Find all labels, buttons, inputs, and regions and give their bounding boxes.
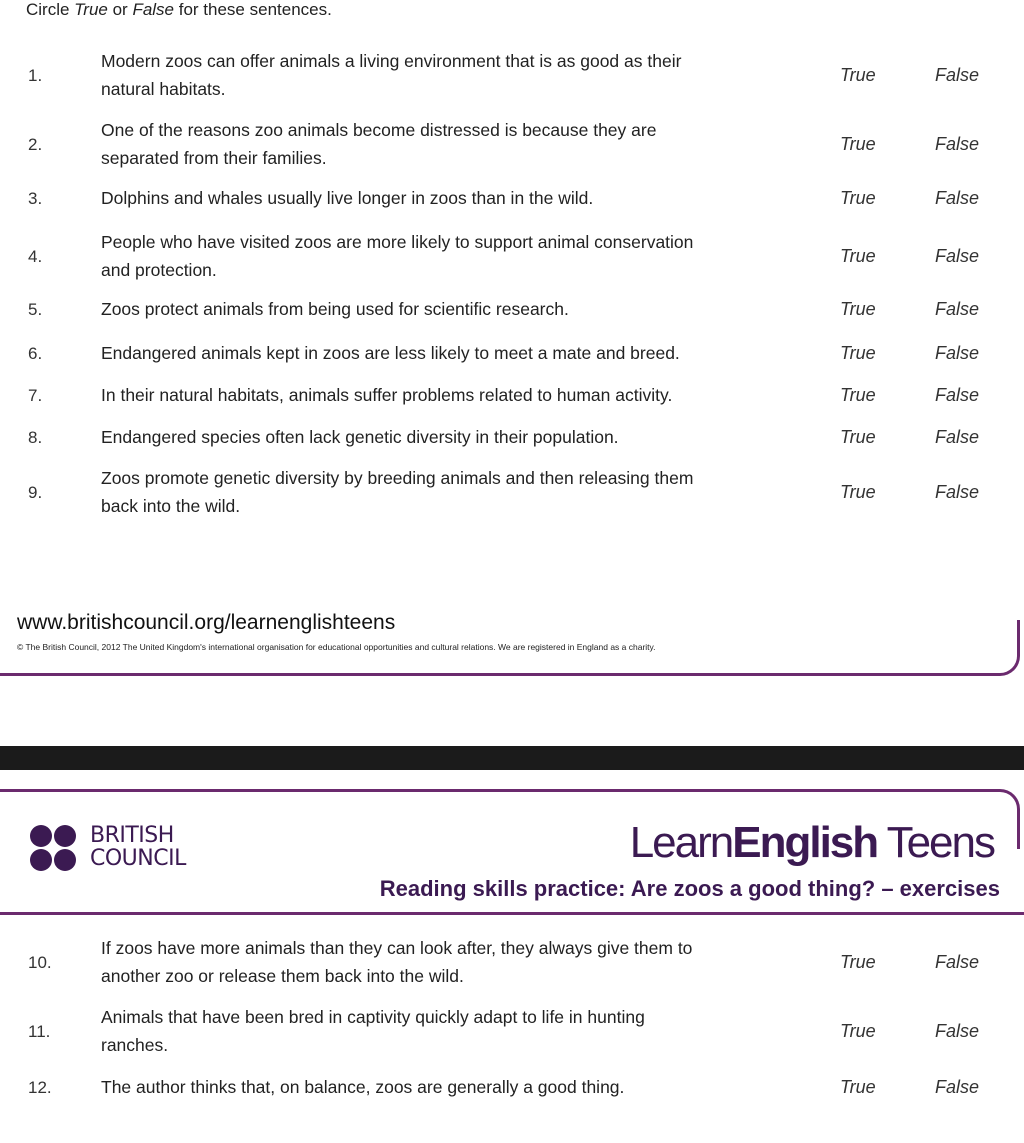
question-number: 6. bbox=[28, 344, 43, 363]
true-option[interactable]: True bbox=[840, 385, 876, 405]
question-text bbox=[101, 47, 811, 103]
header-divider bbox=[0, 912, 1024, 915]
question-number: 2. bbox=[28, 135, 43, 154]
false-option[interactable]: False bbox=[935, 482, 980, 502]
false-option[interactable]: False bbox=[935, 246, 980, 266]
question-text-line: Endangered animals kept in zoos are less likely to meet a mate and breed. bbox=[101, 343, 680, 363]
question-text bbox=[101, 381, 811, 409]
british-council-logo bbox=[30, 824, 220, 872]
question-number: 8. bbox=[28, 428, 43, 447]
question-number: 7. bbox=[28, 386, 43, 405]
true-option[interactable]: True bbox=[840, 246, 876, 266]
true-option[interactable]: True bbox=[840, 188, 876, 208]
true-option[interactable]: True bbox=[840, 343, 876, 363]
question-text-line: Modern zoos can offer animals a living environment that is as good as their bbox=[101, 51, 682, 71]
question-number: 9. bbox=[28, 483, 43, 502]
question-number: 3. bbox=[28, 189, 43, 208]
false-option[interactable]: False bbox=[935, 134, 980, 154]
question-text-line: ranches. bbox=[101, 1035, 169, 1055]
false-option[interactable]: False bbox=[935, 385, 980, 405]
true-option[interactable]: True bbox=[840, 299, 876, 319]
true-option[interactable]: True bbox=[840, 952, 876, 972]
question-text bbox=[101, 423, 811, 451]
true-option[interactable]: True bbox=[840, 1021, 876, 1041]
question-text-line: back into the wild. bbox=[101, 496, 241, 516]
question-number: 4. bbox=[28, 247, 43, 266]
question-text bbox=[101, 934, 811, 990]
question-text-line: separated from their families. bbox=[101, 148, 327, 168]
question-text bbox=[101, 1003, 811, 1059]
question-number: 11. bbox=[28, 1022, 51, 1041]
true-option[interactable]: True bbox=[840, 482, 876, 502]
learnenglish-teens-title: LearnEnglish Teens bbox=[629, 818, 994, 867]
false-option[interactable]: False bbox=[935, 65, 980, 85]
question-number: 12. bbox=[28, 1078, 52, 1097]
question-text-line: and protection. bbox=[101, 260, 217, 280]
instruction-text: Circle True or False for these sentences. bbox=[26, 0, 332, 19]
false-option[interactable]: False bbox=[935, 1021, 980, 1041]
question-text bbox=[101, 295, 811, 323]
question-text-line: In their natural habitats, animals suffer problems related to human activity. bbox=[101, 385, 673, 405]
true-option[interactable]: True bbox=[840, 134, 876, 154]
page-separator bbox=[0, 746, 1024, 770]
british-council-dots-icon bbox=[30, 824, 82, 872]
true-option[interactable]: True bbox=[840, 65, 876, 85]
question-text bbox=[101, 1073, 811, 1101]
question-text-line: Endangered species often lack genetic diversity in their population. bbox=[101, 427, 619, 447]
question-text-line: Zoos protect animals from being used for scientific research. bbox=[101, 299, 569, 319]
footer-copyright: © The British Council, 2012 The United Kingdom's international organisation for educational opportunities and cultural relations. We are registered in England as a charity. bbox=[17, 642, 656, 652]
question-text-line: Zoos promote genetic diversity by breeding animals and then releasing them bbox=[101, 468, 694, 488]
question-text bbox=[101, 184, 811, 212]
question-number: 1. bbox=[28, 66, 43, 85]
footer-url: www.britishcouncil.org/learnenglishteens bbox=[17, 611, 396, 634]
false-option[interactable]: False bbox=[935, 952, 980, 972]
question-text bbox=[101, 116, 811, 172]
question-text-line: Animals that have been bred in captivity quickly adapt to life in hunting bbox=[101, 1007, 645, 1027]
false-option[interactable]: False bbox=[935, 427, 980, 447]
question-text-line: One of the reasons zoo animals become distressed is because they are bbox=[101, 120, 657, 140]
question-text-line: If zoos have more animals than they can look after, they always give them to bbox=[101, 938, 693, 958]
false-option[interactable]: False bbox=[935, 343, 980, 363]
question-text-line: People who have visited zoos are more likely to support animal conservation bbox=[101, 232, 694, 252]
question-text-line: another zoo or release them back into the wild. bbox=[101, 966, 464, 986]
question-text-line: Dolphins and whales usually live longer in zoos than in the wild. bbox=[101, 188, 594, 208]
question-text-line: The author thinks that, on balance, zoos are generally a good thing. bbox=[101, 1077, 625, 1097]
question-text-line: natural habitats. bbox=[101, 79, 226, 99]
question-number: 5. bbox=[28, 300, 43, 319]
false-option[interactable]: False bbox=[935, 1077, 980, 1097]
question-text bbox=[101, 339, 811, 367]
british-council-wordmark: BRITISH COUNCIL bbox=[90, 823, 186, 871]
false-option[interactable]: False bbox=[935, 188, 980, 208]
question-text bbox=[101, 464, 811, 520]
true-option[interactable]: True bbox=[840, 1077, 876, 1097]
true-option[interactable]: True bbox=[840, 427, 876, 447]
question-number: 10. bbox=[28, 953, 52, 972]
false-option[interactable]: False bbox=[935, 299, 980, 319]
question-text bbox=[101, 228, 811, 284]
exercise-subtitle: Reading skills practice: Are zoos a good thing? – exercises bbox=[379, 876, 1000, 901]
